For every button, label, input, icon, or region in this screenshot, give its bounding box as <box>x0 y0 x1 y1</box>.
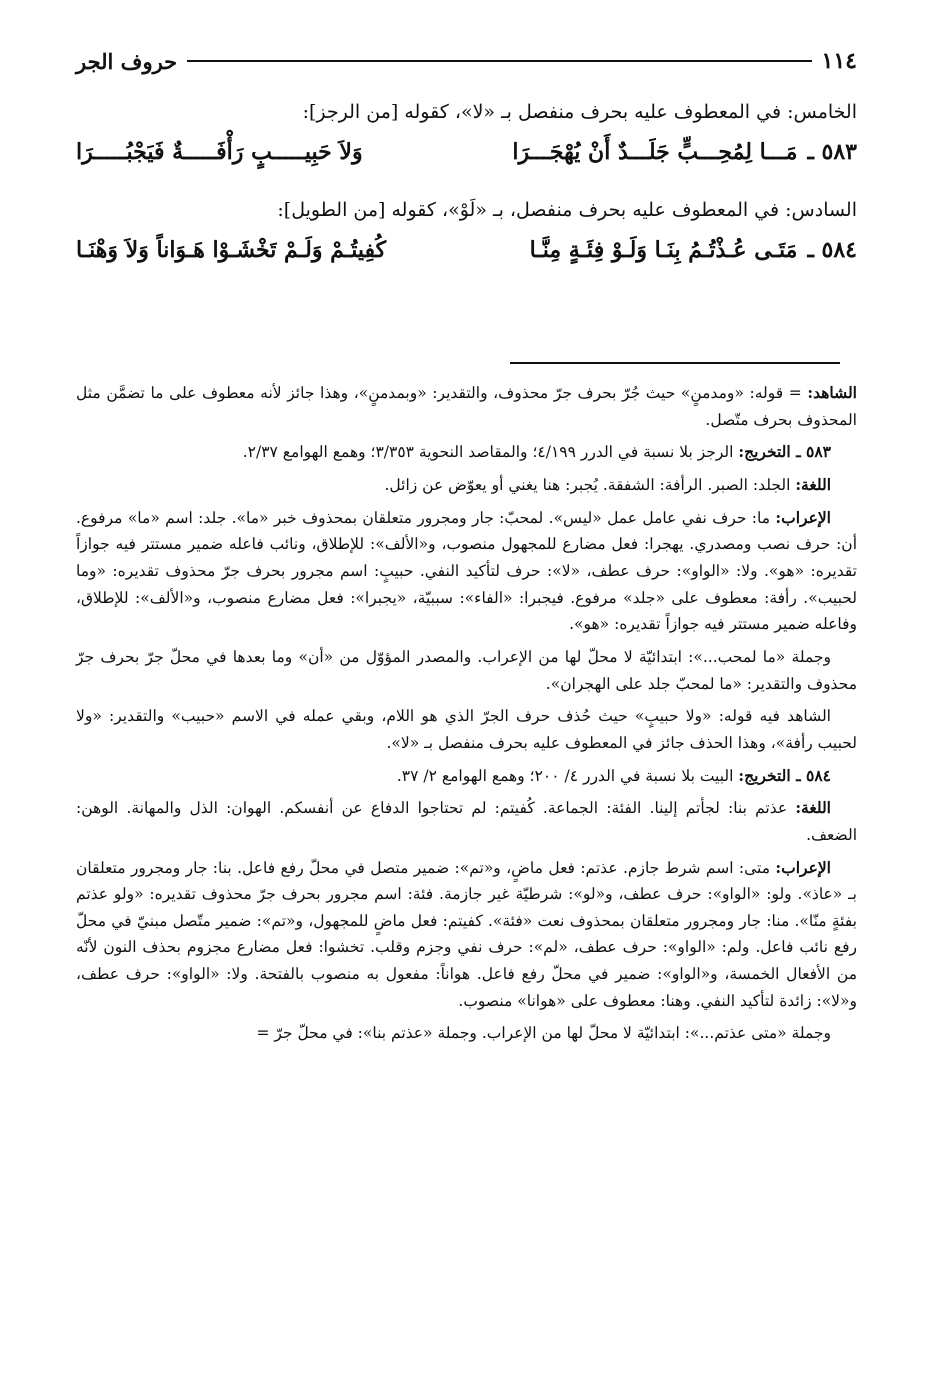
paragraph-fifth-case: الخامس: في المعطوف عليه بحرف منفصل بـ «لا»، كقوله [من الرجز]: <box>302 101 857 123</box>
note-key: الشاهد: <box>807 383 857 402</box>
note-text: البيت بلا نسبة في الدرر ٤/ ٢٠٠؛ وهمع الهوامع ٢/ ٣٧. <box>396 766 734 785</box>
footnote-583-parsing <box>76 505 857 638</box>
verse-number: ٥٨٣ ـ <box>807 138 857 165</box>
footnote-583-lexicon <box>76 472 857 499</box>
footnote-584-parsing <box>76 855 857 1015</box>
footnote-583-witness: الشاهد فيه قوله: «ولا حبيبٍ» حيث حُذف حرف الجرّ الذي هو اللام، وبقي عمله في الاسم «حبيب» والتقدير: «ولا لحبيب رأفة»، وهذا الحذف جائز في المعطوف عليه بحرف منفصل بـ «لا». <box>76 707 857 752</box>
footnote-witness <box>76 380 857 433</box>
note-key: ٥٨٤ ـ التخريج: <box>738 765 831 785</box>
page-number: ١١٤ <box>821 48 857 74</box>
footnote-584-lexicon <box>76 795 857 848</box>
verse-584 <box>76 235 857 267</box>
note-key: الإعراب: <box>775 857 831 877</box>
note-text: ما: حرف نفي عامل عمل «ليس». لمحبّ: جار ومجرور متعلقان بمحذوف خبر «ما». جلد: اسم «ما» مرفوع. أن: حرف نصب ومصدري. يهجرا: فعل مضارع للمجهول منصوب، و«الألف»: للإطلاق، ونائب فاعله ضمير مستتر فيه جوازاً تقديره: «هو». ولا: «الواو»: حرف عطف، «لا»: حرف لتأكيد النفي. حبيبٍ: اسم مجرور بحرف جرّ محذوف تقديره: «وما لحبيب». رأفة: معطوف على «جلد» مرفوع. فيجبرا: «الفاء»: سببيّة، «يجبرا»: فعل مضارع منصوب، و«الألف»: للإطلاق، وفاعله ضمير مستتر فيه جوازاً تقديره: «هو». <box>76 508 857 634</box>
footnote-583-source <box>76 439 857 466</box>
running-header <box>76 44 857 78</box>
footnote-583-sentence: وجملة «ما لمحب...»: ابتدائيّة لا محلّ لها من الإعراب. والمصدر المؤوّل من «أن» وما بعدها في محلّ جرّ بحرف جرّ محذوف والتقدير: «ما لمحبّ جلد على الهجران». <box>76 647 857 693</box>
footnote-584-source <box>76 763 857 790</box>
header-rule <box>187 60 811 62</box>
verse-first-hemistich: مَتَـى عُـذْتُـمُ بِنَـا وَلَـوْ فِئَـةٍ مِنَّـا <box>529 236 798 263</box>
verse-second-hemistich: وَلاَ حَبِيـــــبٍ رَأْفَـــــةٌ فَيَجْبُـــــرَا <box>76 138 363 165</box>
footnotes <box>76 380 857 1053</box>
note-text: الرجز بلا نسبة في الدرر ٤/١٩٩؛ والمقاصد النحوية ٣/٣٥٣؛ وهمع الهوامع ٢/٣٧. <box>242 443 734 462</box>
note-key: الإعراب: <box>775 507 831 527</box>
note-key: ٥٨٣ ـ التخريج: <box>738 442 831 462</box>
footnote-584-sentence: وجملة «متى عذتم...»: ابتدائيّة لا محلّ لها من الإعراب. وجملة «عذتم بنا»: في محلّ جرّ = <box>256 1024 831 1043</box>
note-text: عذتم بنا: لجأتم إلينا. الفئة: الجماعة. كُفيتم: لم تحتاجوا الدفاع عن أنفسكم. الهوان: الذل والمهانة. الوهن: الضعف. <box>76 799 857 844</box>
verse-first-hemistich: مَـــا لِمُحِـــبٍّ جَلَـــدٌ أَنْ يُهْجَـــرَا <box>512 138 798 165</box>
note-key: اللغة: <box>795 798 831 818</box>
verse-number: ٥٨٤ ـ <box>807 236 857 263</box>
main-text <box>76 98 857 295</box>
verse-second-hemistich: كُفِيتُـمْ وَلَـمْ تَخْشَـوْا هَـوَاناً وَلاَ وَهْنَـا <box>76 236 387 263</box>
note-text: متى: اسم شرط جازم. عذتم: فعل ماضٍ، و«تم»: ضمير متصل في محلّ رفع فاعل. بنا: جار ومجرور متعلقان بـ «عاذ». ولو: «الواو»: حرف عطف، و«لو»: شرطيّة غير جازمة. فئة: اسم مجرور بحرف جرّ محذوف تقديره: «ولو عذتم بفئةٍ منّا». منا: جار ومجرور متعلقان بمحذوف نعت «فئة». كفيتم: فعل ماضٍ للمجهول، و«تم»: ضمير متّصل مبنيّ في محلّ رفع نائب فاعل. ولم: «الواو»: حرف عطف، «لم»: حرف نفي وجزم وقلب. تخشوا: فعل مضارع مجزوم بحذف النون لأنّه من الأفعال الخمسة، و«الواو»: ضمير في محلّ رفع فاعل. هواناً: مفعول به منصوب بالفتحة. ولا: «الواو»: حرف عطف، و«لا»: زائدة لتأكيد النفي. وهنا: معطوف على «هوانا» منصوب. <box>76 858 857 1010</box>
note-text: الجلد: الصبر. الرأفة: الشفقة. يُجبر: هنا يغني أو يعوّض عن زائل. <box>384 475 791 494</box>
footnote-separator <box>510 362 840 364</box>
note-text: = قوله: «ومدمنٍ» حيث جُرّ بحرف جرّ محذوف، والتقدير: «وبمدمنٍ»، وهذا جائز لأنه معطوف على ما تضمَّن مثل المحذوف بحرف متّصل. <box>76 384 857 429</box>
verse-583 <box>76 137 857 169</box>
note-key: اللغة: <box>795 474 831 494</box>
paragraph-sixth-case: السادس: في المعطوف عليه بحرف منفصل، بـ «لَوْ»، كقوله [من الطويل]: <box>277 199 857 222</box>
running-title: حروف الجر <box>76 48 178 74</box>
